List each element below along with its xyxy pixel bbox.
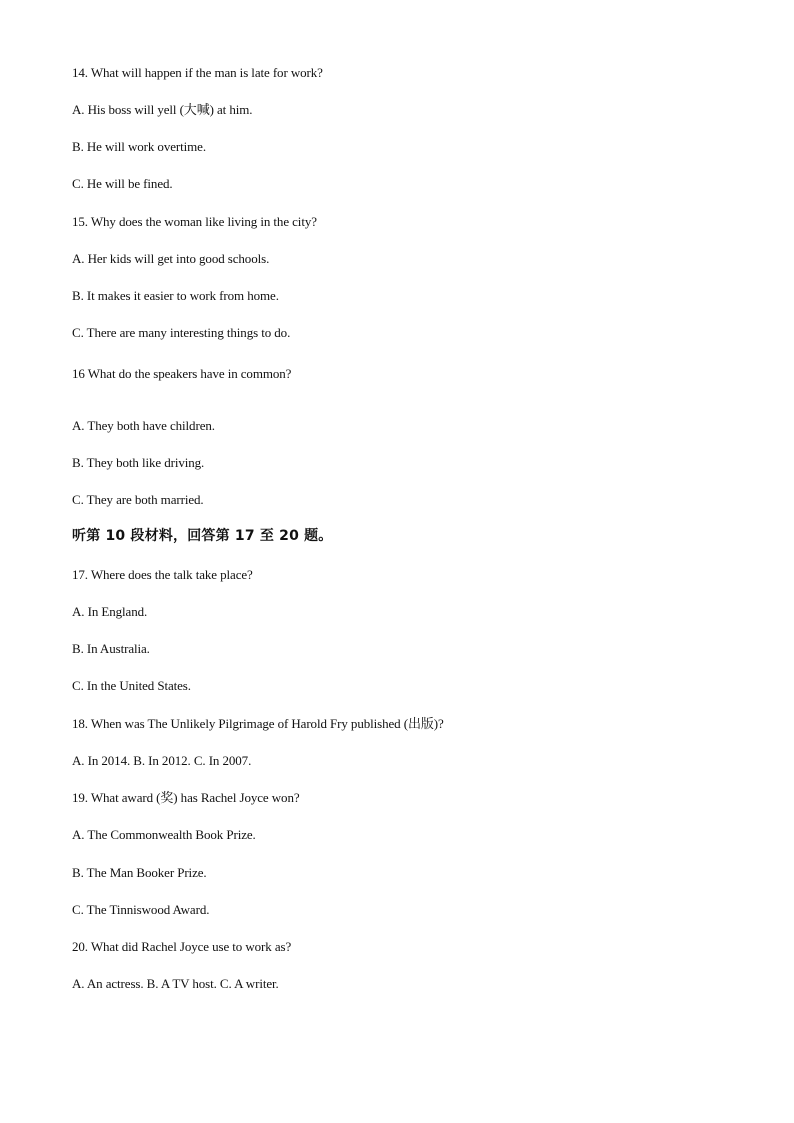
question-14: 14. What will happen if the man is late for work? — [72, 65, 323, 80]
question-17-option-b: B. In Australia. — [72, 641, 150, 656]
question-14-option-a: A. His boss will yell (大喊) at him. — [72, 102, 253, 117]
question-19-option-c: C. The Tinniswood Award. — [72, 902, 210, 917]
question-17-option-c: C. In the United States. — [72, 678, 191, 693]
question-17-option-a: A. In England. — [72, 604, 148, 619]
question-15: 15. Why does the woman like living in the city? — [72, 214, 317, 229]
question-20-options: A. An actress. B. A TV host. C. A writer. — [72, 976, 279, 991]
question-16-option-a: A. They both have children. — [72, 418, 215, 433]
question-19-option-b: B. The Man Booker Prize. — [72, 865, 207, 880]
question-14-option-b: B. He will work overtime. — [72, 139, 206, 154]
question-15-option-a: A. Her kids will get into good schools. — [72, 251, 270, 266]
question-19: 19. What award (奖) has Rachel Joyce won? — [72, 790, 300, 805]
question-18: 18. When was The Unlikely Pilgrimage of Harold Fry published (出版)? — [72, 716, 444, 731]
question-14-option-c: C. He will be fined. — [72, 176, 173, 191]
question-16: 16 What do the speakers have in common? — [72, 366, 292, 381]
question-18-options: A. In 2014. B. In 2012. C. In 2007. — [72, 753, 252, 768]
question-20: 20. What did Rachel Joyce use to work as? — [72, 939, 292, 954]
question-16-option-c: C. They are both married. — [72, 492, 204, 507]
question-19-option-a: A. The Commonwealth Book Prize. — [72, 827, 256, 842]
question-15-option-c: C. There are many interesting things to do. — [72, 325, 291, 340]
question-17: 17. Where does the talk take place? — [72, 567, 253, 582]
question-15-option-b: B. It makes it easier to work from home. — [72, 288, 279, 303]
question-16-option-b: B. They both like driving. — [72, 455, 205, 470]
section-heading: 听第 10 段材料，回答第 17 至 20 题。 — [72, 528, 333, 544]
